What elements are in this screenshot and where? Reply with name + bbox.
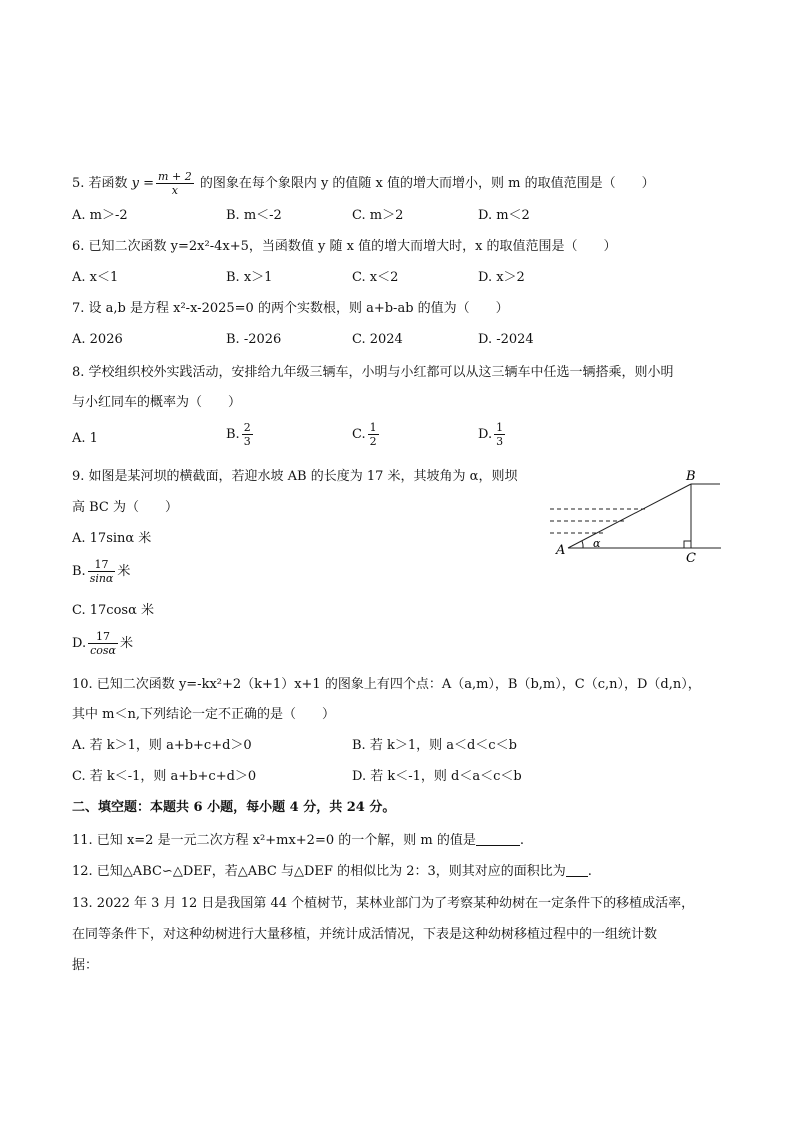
q9-option-b-num: 17 bbox=[88, 558, 116, 572]
q9-stem-line1: 9. 如图是某河坝的横截面，若迎水坡 AB 的长度为 17 米，其坡角为 α，则坝 bbox=[72, 469, 518, 484]
q7-option-b: B. -2026 bbox=[226, 332, 282, 347]
q12-end: . bbox=[587, 864, 592, 879]
q8-option-d-num: 1 bbox=[496, 421, 504, 434]
q10-option-a: A. 若 k＞1，则 a+b+c+d＞0 bbox=[72, 738, 252, 753]
q10-option-d: D. 若 k＜-1，则 d＜a＜c＜b bbox=[352, 769, 522, 784]
q9-option-b bbox=[72, 558, 130, 585]
q8-option-d-label: D. bbox=[478, 427, 493, 442]
q8-option-b-fraction bbox=[242, 421, 253, 448]
q5-option-d: D. m＜2 bbox=[478, 208, 530, 223]
q8-option-c-num: 1 bbox=[369, 421, 377, 434]
q5-frac-num: m + 2 bbox=[158, 170, 192, 183]
q13-stem-line1: 13. 2022 年 3 月 12 日是我国第 44 个植树节，某林业部门为了考察某种幼树在一定条件下的移植成活率， bbox=[72, 896, 695, 911]
q12-text: 12. 已知△ABC∽△DEF，若△ABC 与△DEF 的相似比为 2：3，则其对应的面积比为 bbox=[72, 864, 566, 879]
q6-option-d: D. x＞2 bbox=[478, 270, 525, 285]
q10-option-b: B. 若 k＞1，则 a＜d＜c＜b bbox=[352, 738, 517, 753]
q7-option-a: A. 2026 bbox=[72, 332, 123, 347]
q5-prefix: 5. 若函数 bbox=[72, 176, 132, 191]
q8-option-b bbox=[226, 421, 255, 448]
water-level-lines bbox=[550, 509, 645, 533]
q8-option-c-label: C. bbox=[352, 427, 366, 442]
q13-stem-line3: 据： bbox=[72, 958, 99, 973]
q11-text: 11. 已知 x=2 是一元二次方程 x²+mx+2=0 的一个解，则 m 的值是 bbox=[72, 833, 476, 848]
q8-option-b-num: 2 bbox=[243, 421, 251, 434]
q9-option-b-unit: 米 bbox=[117, 564, 131, 579]
q9-option-b-fraction bbox=[88, 558, 116, 585]
q6-option-a: A. x＜1 bbox=[72, 270, 119, 285]
angle-arc bbox=[582, 541, 583, 548]
q9-option-d-unit: 米 bbox=[119, 636, 133, 651]
q5-option-c: C. m＞2 bbox=[352, 208, 404, 223]
q8-option-b-label: B. bbox=[226, 427, 240, 442]
q7-option-c: C. 2024 bbox=[352, 332, 403, 347]
q5-frac-den: x bbox=[171, 184, 178, 197]
q8-option-d-den: 3 bbox=[496, 435, 504, 448]
q11-stem bbox=[72, 832, 524, 850]
q9-stem-line2: 高 BC 为（ ） bbox=[72, 500, 179, 515]
q8-option-d-fraction bbox=[494, 421, 505, 448]
q10-stem-line1: 10. 已知二次函数 y=-kx²+2（k+1）x+1 的图象上有四个点：A（a,m），B（b,m），C（c,n），D（d,n）， bbox=[72, 677, 701, 692]
q13-stem-line2: 在同等条件下，对这种幼树进行大量移植，并统计成活情况，下表是这种幼树移植过程中的一组统计数 bbox=[72, 927, 658, 942]
q8-option-c bbox=[352, 421, 381, 448]
q12-stem bbox=[72, 863, 592, 881]
q9-option-b-den: sinα bbox=[89, 572, 114, 585]
q12-answer-blank bbox=[566, 864, 588, 877]
q11-end: . bbox=[519, 833, 524, 848]
q8-stem-line2: 与小红同车的概率为（ ） bbox=[72, 395, 242, 410]
q6-option-b: B. x＞1 bbox=[226, 270, 273, 285]
q9-option-b-label: B. bbox=[72, 564, 86, 579]
q8-option-c-den: 2 bbox=[369, 435, 377, 448]
q5-func-lhs: y = bbox=[131, 176, 155, 191]
q11-answer-blank bbox=[476, 833, 520, 846]
q9-option-d-num: 17 bbox=[88, 630, 118, 644]
q8-option-c-fraction bbox=[368, 421, 379, 448]
q8-option-a: A. 1 bbox=[72, 431, 98, 446]
right-angle-mark bbox=[684, 541, 691, 548]
q8-stem-line1: 8. 学校组织校外实践活动，安排给九年级三辆车，小明与小红都可以从这三辆车中任选一辆搭乘，则小明 bbox=[72, 365, 674, 380]
q7-option-d: D. -2024 bbox=[478, 332, 534, 347]
q5-option-b: B. m＜-2 bbox=[226, 208, 282, 223]
label-a: A bbox=[556, 543, 566, 558]
q9-option-d-label: D. bbox=[72, 636, 87, 651]
q6-stem: 6. 已知二次函数 y=2x²-4x+5，当函数值 y 随 x 值的增大而增大时，x 的取值范围是（ ） bbox=[72, 239, 617, 254]
label-c: C bbox=[686, 551, 696, 566]
q9-option-d-fraction bbox=[88, 630, 118, 657]
q10-stem-line2: 其中 m＜n,下列结论一定不正确的是（ ） bbox=[72, 707, 335, 722]
q9-option-a: A. 17sinα 米 bbox=[72, 531, 152, 546]
label-alpha: α bbox=[593, 537, 601, 550]
q5-option-a: A. m＞-2 bbox=[72, 208, 128, 223]
q8-option-b-den: 3 bbox=[243, 435, 251, 448]
q6-option-c: C. x＜2 bbox=[352, 270, 399, 285]
dam-cross-section-figure bbox=[545, 468, 725, 568]
slope-ab bbox=[568, 484, 691, 548]
q5-fraction bbox=[156, 170, 194, 197]
q7-stem: 7. 设 a,b 是方程 x²-x-2025=0 的两个实数根，则 a+b-ab 的值为（ ） bbox=[72, 301, 509, 316]
q9-option-c: C. 17cosα 米 bbox=[72, 603, 154, 618]
q9-option-d bbox=[72, 630, 133, 657]
label-b: B bbox=[686, 469, 696, 484]
section2-title: 二、填空题：本题共 6 小题，每小题 4 分，共 24 分。 bbox=[72, 800, 396, 815]
q5-suffix: 的图象在每个象限内 y 的值随 x 值的增大而增小，则 m 的取值范围是（ ） bbox=[195, 176, 655, 191]
q10-option-c: C. 若 k＜-1，则 a+b+c+d＞0 bbox=[72, 769, 257, 784]
q8-option-d bbox=[478, 421, 507, 448]
q5-stem bbox=[72, 170, 655, 197]
q9-option-d-den: cosα bbox=[90, 644, 116, 657]
